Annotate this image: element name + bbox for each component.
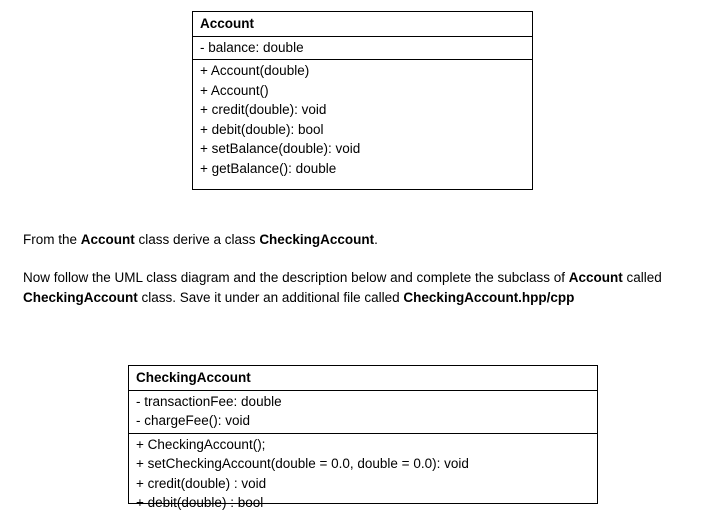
p1-bold-account: Account <box>80 232 135 247</box>
checking-attribute: - transactionFee: double <box>136 393 282 409</box>
checking-method: + debit(double) : bool <box>136 495 264 510</box>
account-attributes-section <box>193 36 532 60</box>
p1-text: class derive a class <box>134 232 260 247</box>
account-method: + getBalance(): double <box>200 160 337 176</box>
checking-class-name: CheckingAccount <box>136 370 251 385</box>
checking-methods-section <box>129 433 597 515</box>
instruction-paragraph-2 <box>23 268 693 308</box>
p2-text: called <box>622 270 662 285</box>
checking-account-class-box <box>128 365 598 510</box>
p2-bold-filename: CheckingAccount.hpp/cpp <box>403 290 575 305</box>
account-class-name-section <box>193 12 532 36</box>
p2-bold-checking: CheckingAccount <box>23 290 138 305</box>
account-method: + setBalance(double): void <box>200 141 361 156</box>
account-method: + debit(double): bool <box>200 121 324 137</box>
account-method: + Account(double) <box>200 63 310 78</box>
p2-bold-account: Account <box>568 270 623 285</box>
p2-text: class. Save it under an additional file called <box>137 290 404 305</box>
checking-class-name-section <box>129 366 597 390</box>
checking-method: + setCheckingAccount(double = 0.0, double = 0.0): void <box>136 456 469 471</box>
checking-method: + credit(double) : void <box>136 475 267 491</box>
instruction-paragraph-1 <box>23 230 693 250</box>
account-class-box <box>192 11 533 190</box>
checking-method: + CheckingAccount(); <box>136 436 266 452</box>
p1-text: From the <box>23 232 81 247</box>
account-methods-section <box>193 59 532 180</box>
account-method: + Account() <box>200 82 269 98</box>
account-method: + credit(double): void <box>200 102 327 117</box>
account-attribute: - balance: double <box>200 39 304 55</box>
p1-text: . <box>374 232 378 247</box>
p1-bold-checking: CheckingAccount <box>259 232 375 247</box>
p2-text: Now follow the UML class diagram and the description below and complete the subclass of <box>23 270 569 285</box>
checking-attributes-section <box>129 390 597 433</box>
account-class-name: Account <box>200 16 254 31</box>
checking-attribute: - chargeFee(): void <box>136 413 251 428</box>
